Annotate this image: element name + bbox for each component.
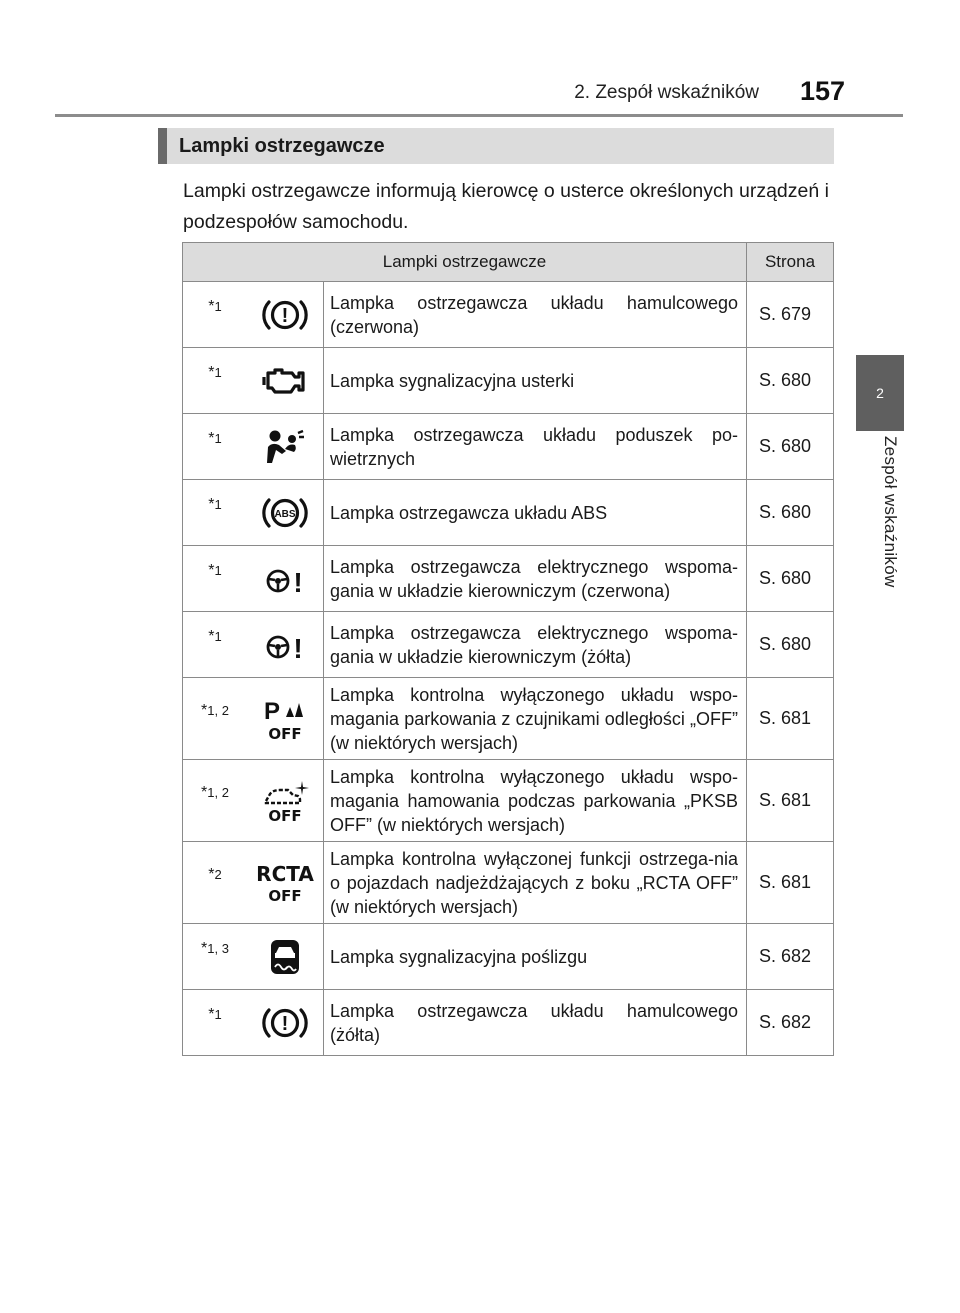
table-row [183,546,834,612]
chapter-side-label: Zespół wskaźników [881,436,900,588]
brake-warning-red-icon [247,282,324,348]
row-description: Lampka ostrzegawcza układu hamulcowego (czerwona) [324,282,747,348]
page-reference[interactable]: S. 680 [747,348,834,414]
section-intro: Lampki ostrzegawcze informują kierowcę o usterce określonych urządzeń i podzespołów samochodu. [183,180,829,233]
svg-text:OFF: OFF [268,886,302,905]
page-header [574,76,845,108]
footnote-mark: *1, 2 [183,678,248,760]
table-row [183,842,834,924]
page-reference[interactable]: S. 681 [747,842,834,924]
table-row [183,282,834,348]
table-header-row [183,243,834,282]
footnote-mark: *1 [183,348,248,414]
row-description: Lampka ostrzegawcza układu poduszek po-wietrznych [324,414,747,480]
warning-lights-table [182,242,834,1056]
footnote-mark: *1, 3 [183,924,248,990]
airbag-icon [247,414,324,480]
row-description: Lampka kontrolna wyłączonej funkcji ostrzega-nia o pojazdach nadjeżdżających z boku „RCTA OFF” (w niektórych wersjach) [324,842,747,924]
row-description: Lampka ostrzegawcza elektrycznego wspoma-gania w układzie kierowniczym (czerwona) [324,546,747,612]
rcta-off-icon [247,842,324,924]
parking-sensor-off-icon [247,678,324,760]
table-row [183,924,834,990]
row-description: Lampka ostrzegawcza układu hamulcowego (żółta) [324,990,747,1056]
row-description: Lampka sygnalizacyjna poślizgu [324,924,747,990]
footnote-mark: *1 [183,612,248,678]
table-row [183,480,834,546]
table-row [183,348,834,414]
footnote-mark: *1 [183,282,248,348]
page-reference[interactable]: S. 680 [747,480,834,546]
svg-text:!: ! [293,632,303,664]
abs-icon [247,480,324,546]
row-description: Lampka kontrolna wyłączonego układu wspo-magania parkowania z czujnikami odległości „OFF” (w niektórych wersjach) [324,678,747,760]
footnote-mark: *1 [183,414,248,480]
svg-text:OFF: OFF [268,724,302,743]
table-row [183,990,834,1056]
pksb-off-icon [247,760,324,842]
svg-text:!: ! [293,566,303,598]
page-reference[interactable]: S. 681 [747,678,834,760]
row-description: Lampka ostrzegawcza elektrycznego wspoma-gania w układzie kierowniczym (żółta) [324,612,747,678]
footnote-mark: *1 [183,990,248,1056]
chapter-tab[interactable] [856,355,904,431]
table-header-name: Lampki ostrzegawcze [183,243,747,282]
svg-text:ABS: ABS [274,508,296,520]
check-engine-icon [247,348,324,414]
section-title: Lampki ostrzegawcze [158,128,834,164]
footnote-mark: *2 [183,842,248,924]
page-reference[interactable]: S. 680 [747,414,834,480]
slip-indicator-icon [247,924,324,990]
header-divider [55,114,903,117]
eps-warning-icon [247,546,324,612]
page-reference[interactable]: S. 682 [747,924,834,990]
page-number: 157 [799,76,845,106]
svg-text:OFF: OFF [268,806,302,825]
svg-text:RCTA: RCTA [256,861,314,886]
table-row [183,760,834,842]
row-description: Lampka sygnalizacyjna usterki [324,348,747,414]
footnote-mark: *1 [183,546,248,612]
table-row [183,612,834,678]
page-reference[interactable]: S. 680 [747,546,834,612]
table-row [183,678,834,760]
svg-text:P: P [263,697,281,725]
svg-text:!: ! [281,304,289,327]
table-row [183,414,834,480]
eps-warning-icon [247,612,324,678]
footnote-mark: *1 [183,480,248,546]
table-header-page: Strona [747,243,834,282]
chapter-tab-number: 2 [876,385,884,401]
row-description: Lampka ostrzegawcza układu ABS [324,480,747,546]
chapter-title: 2. Zespół wskaźników [574,82,759,103]
page-reference[interactable]: S. 681 [747,760,834,842]
footnote-mark: *1, 2 [183,760,248,842]
svg-text:!: ! [281,1012,289,1035]
page-reference[interactable]: S. 682 [747,990,834,1056]
page-reference[interactable]: S. 679 [747,282,834,348]
brake-warning-yellow-icon [247,990,324,1056]
page-reference[interactable]: S. 680 [747,612,834,678]
row-description: Lampka kontrolna wyłączonego układu wspo-magania hamowania podczas parkowania „PKSB OFF” (w niektórych wersjach) [324,760,747,842]
